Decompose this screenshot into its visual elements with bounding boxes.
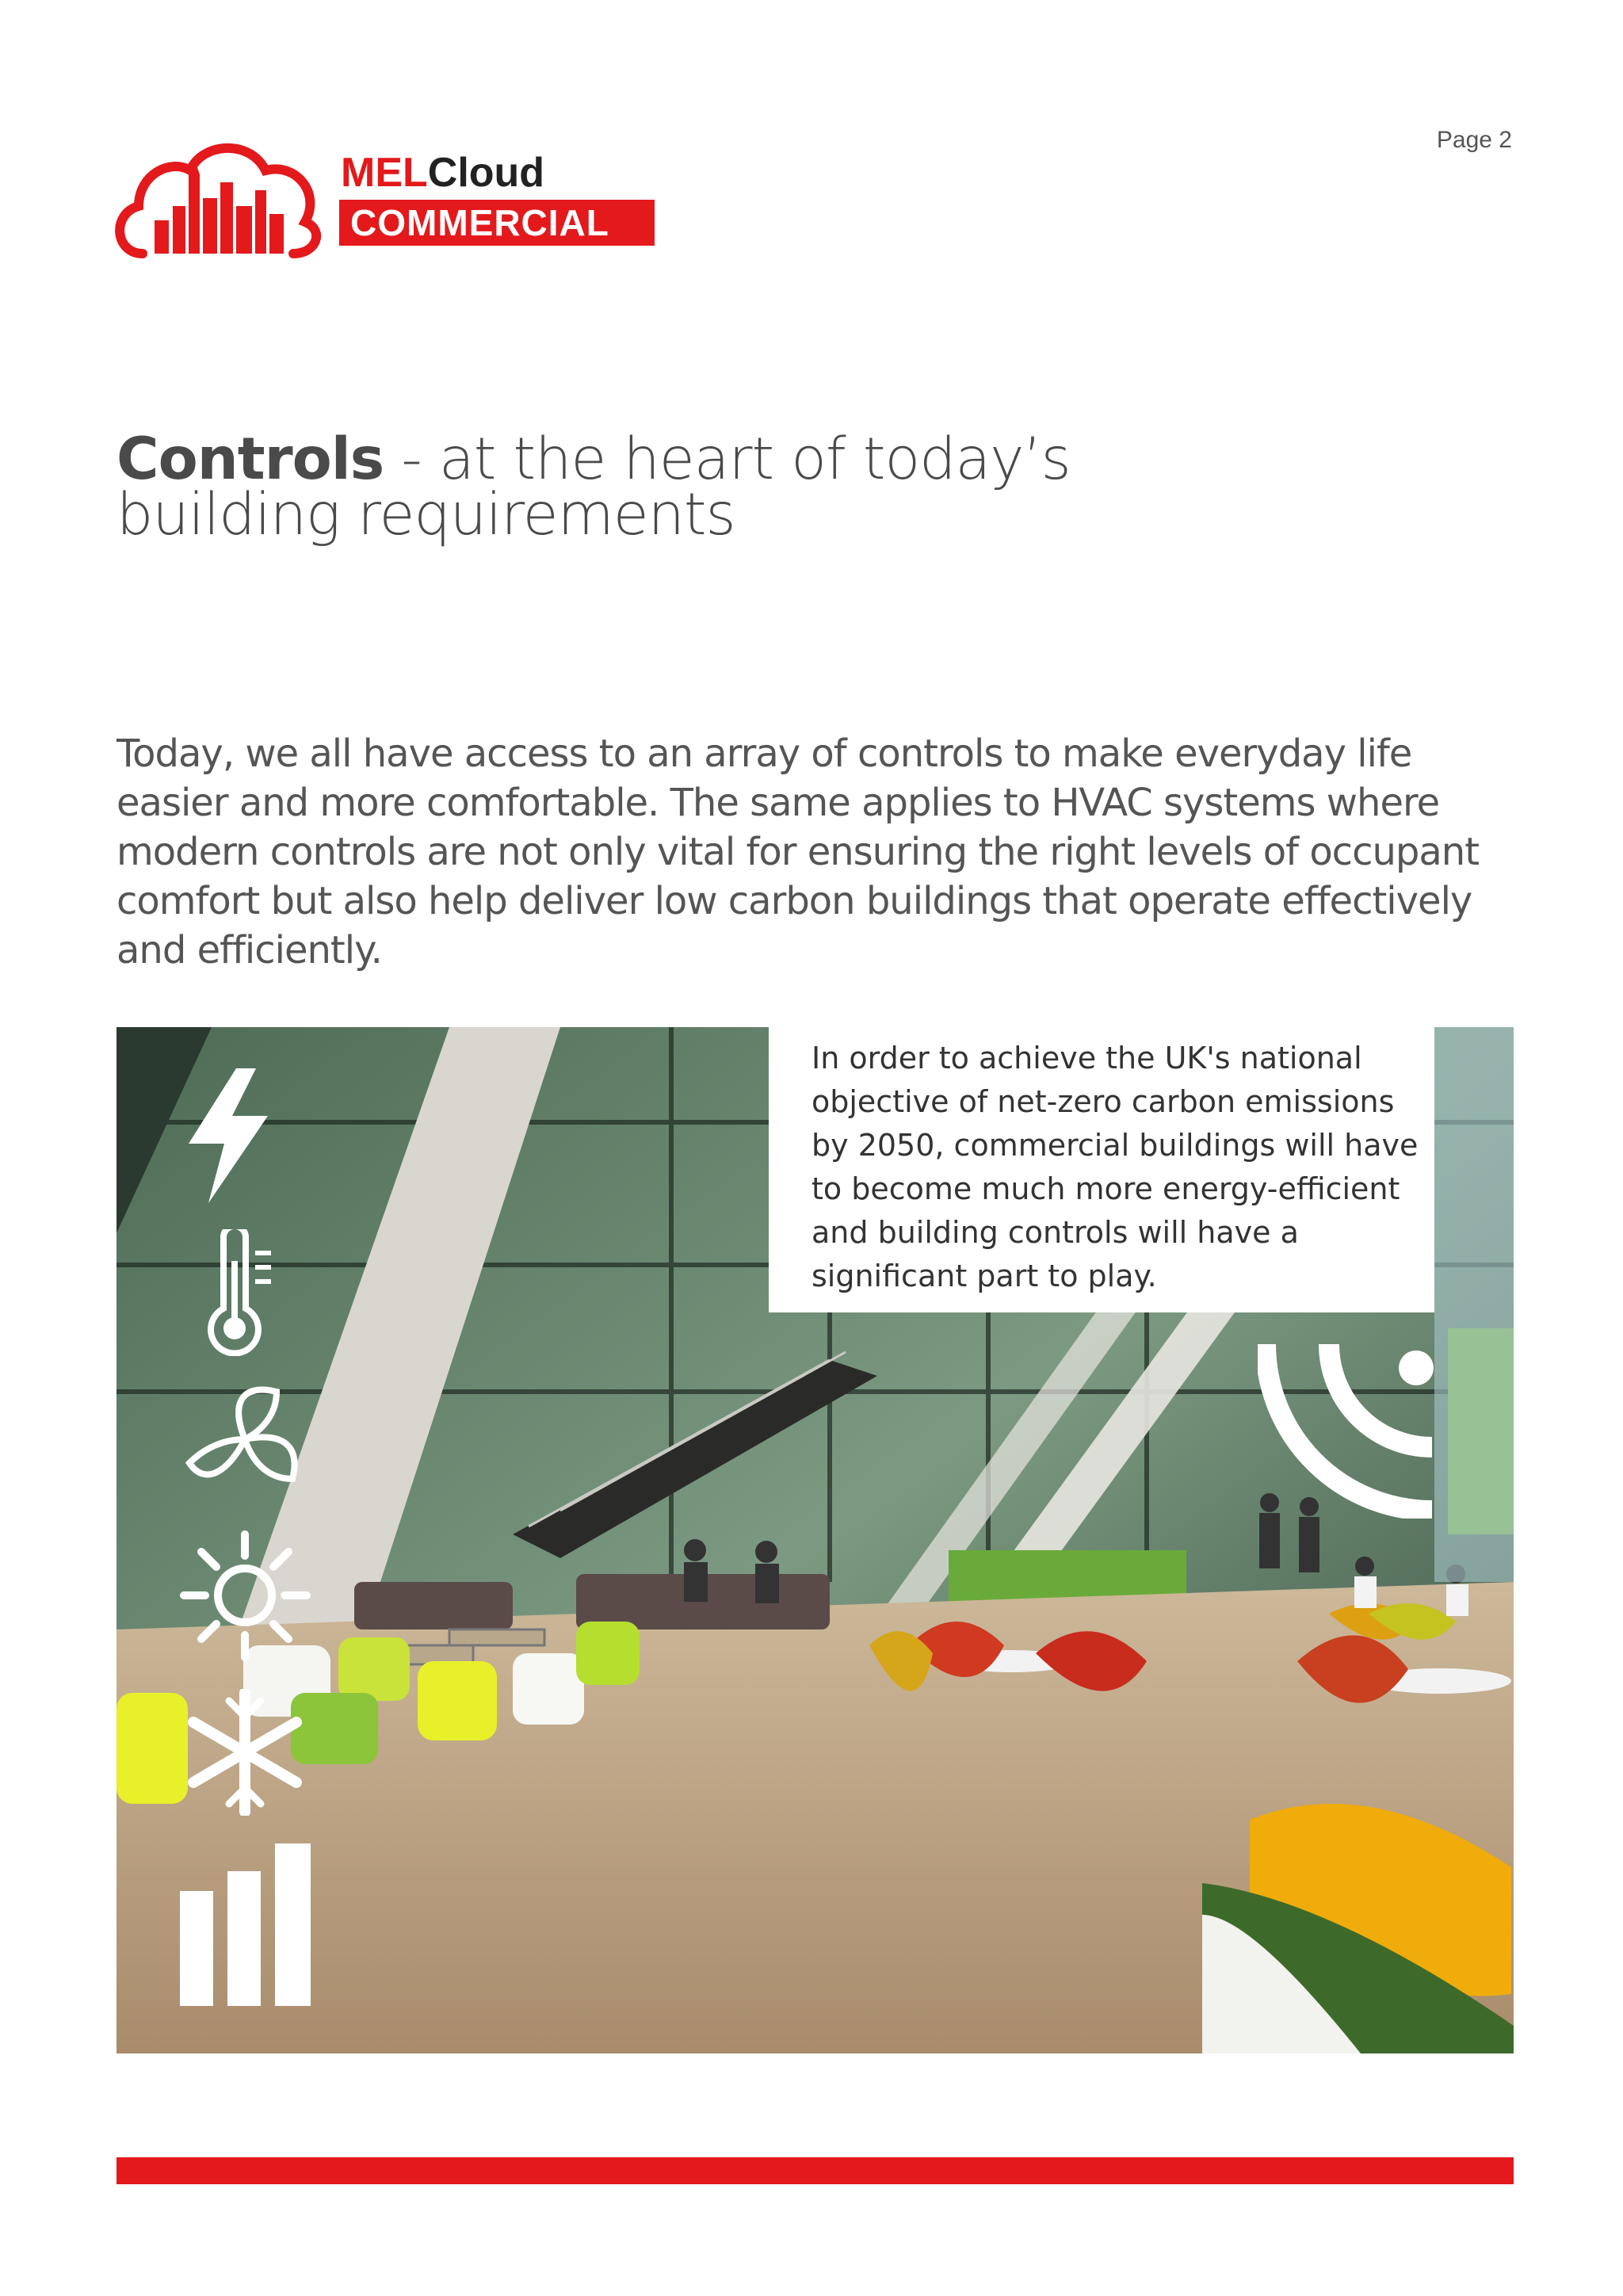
intro-paragraph: Today, we all have access to an array of controls to make everyday life easier and more comfortable. The same applies to HVAC systems where modern controls are not only vital for ensuring the right levels of occupant comfort but also help deliver low carbon buildings that operate effectively and efficiently. — [116, 732, 1480, 972]
bar-chart-icon — [180, 1843, 311, 2006]
page-number: Page 2 — [1436, 127, 1512, 153]
fan-icon — [181, 1376, 308, 1503]
title-line1: - at the heart of today’s — [384, 426, 1071, 493]
sun-icon — [180, 1530, 311, 1661]
melcloud-commercial-logo — [111, 127, 666, 262]
thermometer-icon — [208, 1229, 279, 1356]
callout-box — [769, 1027, 1434, 1312]
snowflake-icon — [181, 1689, 308, 1816]
brand-cloud: Cloud — [427, 150, 545, 196]
lightning-icon — [181, 1068, 276, 1203]
brand-wordmark — [341, 149, 544, 197]
title-bold: Controls — [116, 426, 384, 493]
footer-accent-bar — [116, 2157, 1514, 2184]
callout-text: In order to achieve the UK's national objective of net-zero carbon emissions by 2050, commercial buildings will have to become much more energy-efficient and building controls will have a significant part to play. — [812, 1041, 1419, 1293]
brand-mel: MEL — [341, 150, 428, 196]
cloud-city-icon — [111, 127, 333, 262]
title-line2: building requirements — [116, 481, 735, 548]
brand-commercial: COMMERCIAL — [339, 200, 655, 246]
page-title — [116, 426, 1147, 548]
wifi-icon — [1258, 1328, 1448, 1519]
